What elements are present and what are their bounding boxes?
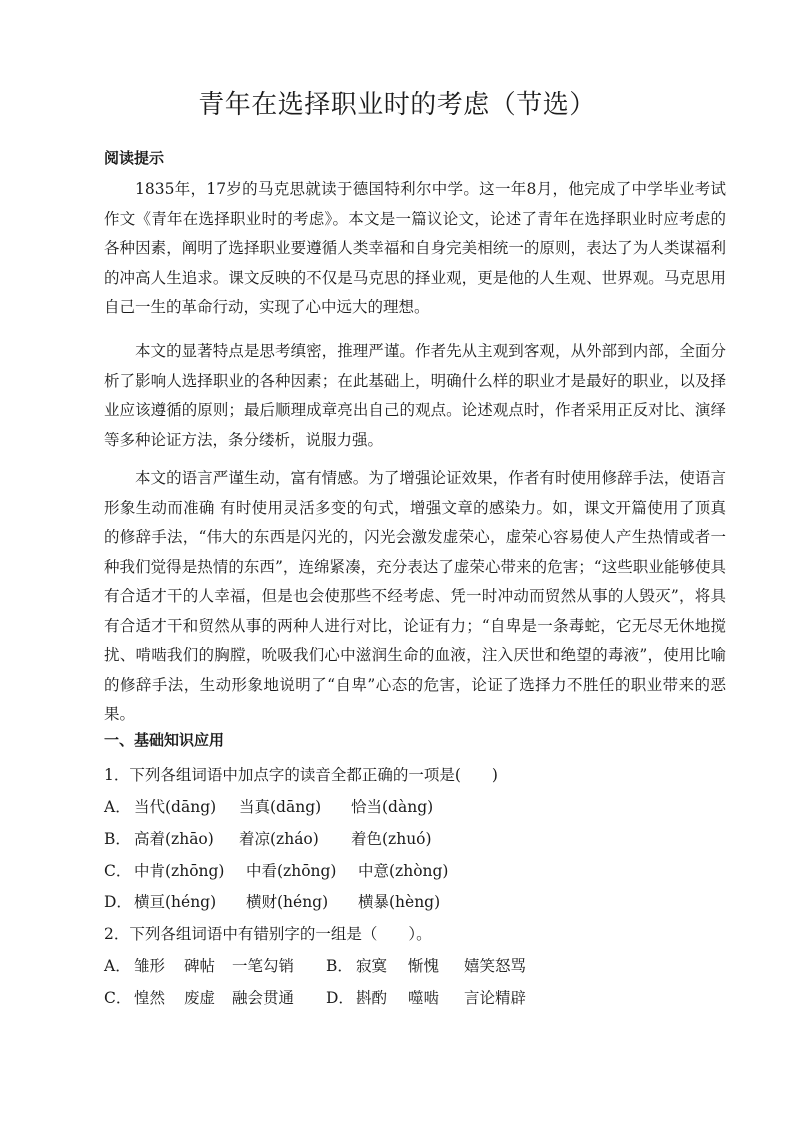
page-title: 青年在选择职业时的考虑（节选）: [198, 90, 596, 120]
question-2-options-row-1[interactable]: A． 雏形 碑帖 一笔勾销 B． 寂寞 惭愧 嬉笑怒骂: [104, 957, 527, 975]
section-heading-basic-knowledge: 一、基础知识应用: [104, 731, 225, 749]
reading-tip-paragraph-2: 本文的显著特点是思考缜密，推理严谨。作者先从主观到客观，从外部到内部，全面分析了影响人选择职业的各种因素；在此基础上，明确什么样的职业才是最好的职业，以及择业应该遵循的原则；最后顺理成章亮出自己的观点。论述观点时，作者采用正反对比、演绎等多种论证方法，条分缕析，说服力强。: [104, 342, 726, 449]
question-2-stem: 2．下列各组词语中有错别字的一组是（ ）。: [104, 925, 432, 943]
reading-tip-heading: 阅读提示: [104, 149, 165, 167]
reading-tip-paragraph-3: 本文的语言严谨生动，富有情感。为了增强论证效果，作者有时使用修辞手法，使语言形象生动而准确 有时使用灵活多变的句式，增强文章的感染力。如，课文开篇使用了顶真的修辞手法，“伟大的东西是闪光的，闪光会激发虚荣心，虚荣心容易使人产生热情或者一种我们觉得是热情的东西”，连绵紧凑，充分表达了虚荣心带来的危害；“这些职业能够使具有合适才干的人幸福，但是也会使那些不经考虑、凭一时冲动而贸然从事的人毁灭”，将具有合适才干和贸然从事的两种人进行对比，论证有力；“自卑是一条毒蛇，它无尽无休地搅扰、啃啮我们的胸膛，吮吸我们心中滋润生命的血液，注入厌世和绝望的毒液”，使用比喻的修辞手法，生动形象地说明了“自卑”心态的危害，论证了选择力不胜任的职业带来的恶果。: [104, 469, 726, 723]
question-1-option-c[interactable]: C． 中肯(zhōng) 中看(zhōng) 中意(zhòng): [104, 862, 449, 880]
question-1-option-a[interactable]: A． 当代(dāng) 当真(dāng) 恰当(dàng): [104, 798, 434, 816]
question-1-option-b[interactable]: B． 高着(zhāo) 着凉(zháo) 着色(zhuó): [104, 830, 432, 848]
reading-tip-paragraph-1: 1835年，17岁的马克思就读于德国特利尔中学。这一年8月，他完成了中学毕业考试作文《青年在选择职业时的考虑》。本文是一篇议论文，论述了青年在选择职业时应考虑的各种因素，阐明了选择职业要遵循人类幸福和自身完美相统一的原则，表达了为人类谋福利的冲高人生追求。课文反映的不仅是马克思的择业观，更是他的人生观、世界观。马克思用自己一生的革命行动，实现了心中远大的理想。: [104, 180, 726, 316]
question-1-stem: 1．下列各组词语中加点字的读音全都正确的一项是( ): [104, 766, 498, 784]
question-1-option-d[interactable]: D． 横亘(héng) 横财(héng) 横暴(hèng): [104, 893, 441, 911]
question-2-options-row-2[interactable]: C． 惶然 废虚 融会贯通 D． 斟酌 噬啮 言论精辟: [104, 989, 527, 1007]
